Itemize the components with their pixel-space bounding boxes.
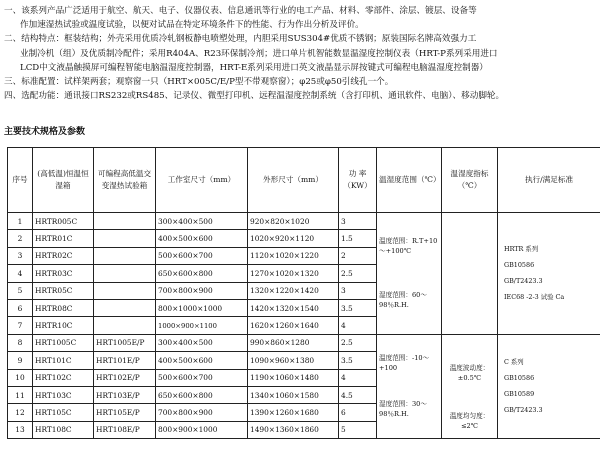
cell-power: 4.5 [339, 386, 377, 403]
header-inner-size: 工作室尺寸（mm） [156, 148, 248, 213]
cell-no: 8 [8, 334, 33, 351]
cell-power: 2 [339, 247, 377, 264]
cell-inner: 700×800×900 [156, 404, 248, 421]
cell-model-b: HRT105E/P [94, 404, 156, 421]
cell-inner: 400×500×600 [156, 352, 248, 369]
cell-no: 3 [8, 247, 33, 264]
section-title: 主要技术规格及参数 [4, 127, 86, 137]
cell-power: 3 [339, 282, 377, 299]
cell-outer: 1120×1020×1220 [248, 247, 339, 264]
cell-outer: 1270×1020×1320 [248, 265, 339, 282]
cell-inner: 300×400×500 [156, 213, 248, 230]
cell-model-a: HRT102C [33, 369, 94, 386]
standard-item: GB10586 [504, 374, 535, 383]
range-group-1-hum: 湿度范围：60～98％R.H. [379, 291, 427, 310]
header-power: 功 率（KW） [339, 148, 377, 213]
cell-inner: 650×600×800 [156, 386, 248, 403]
standard-item: HRTR 系列 [504, 245, 539, 254]
cell-outer: 1390×1260×1680 [248, 404, 339, 421]
index-group-2 [442, 334, 498, 438]
cell-inner: 800×1000×1000 [156, 299, 248, 316]
cell-model-b [94, 299, 156, 316]
index-group-1 [442, 213, 498, 335]
cell-power: 5 [339, 421, 377, 438]
cell-power: 2.5 [339, 334, 377, 351]
cell-no: 10 [8, 369, 33, 386]
cell-power: 3 [339, 213, 377, 230]
cell-power: 2.5 [339, 265, 377, 282]
header-model-b: 可编程高低温交变湿热试验箱 [94, 148, 156, 213]
standard-item: GB/T2423.3 [504, 277, 543, 286]
header-outer-size: 外形尺寸（mm） [248, 148, 339, 213]
intro-line-6: 三、标准配置：试样架两套；观察窗一只（HRT×005C/E/P型不带观察窗）；φ25或φ50引线孔一个。 [4, 77, 394, 88]
cell-outer: 1340×1060×1580 [248, 386, 339, 403]
cell-model-a: HRTR02C [33, 247, 94, 264]
cell-model-a: HRTR03C [33, 265, 94, 282]
header-model-a: (高低温)恒温恒湿箱 [33, 148, 94, 213]
header-temp-index: 温湿度指标（℃） [442, 148, 498, 213]
cell-no: 2 [8, 230, 33, 247]
cell-model-b: HRT108E/P [94, 421, 156, 438]
intro-line-2: 作加速湿热试验或温度试验，以便对试品在特定环境条件下的性能、行为作出分析及评价。 [20, 20, 364, 31]
cell-model-b [94, 213, 156, 230]
cell-model-a: HRT105C [33, 404, 94, 421]
range-group-1 [377, 213, 442, 335]
intro-line-5: LCD中文液晶触摸屏可编程智能电脑温湿度控制器，HRT-E系列采用进口英文液晶显示屏按键式可编程电脑温湿度控制器） [20, 62, 488, 73]
header-row [8, 148, 600, 213]
cell-outer: 1420×1320×1540 [248, 299, 339, 316]
cell-inner: 800×900×1000 [156, 421, 248, 438]
standard-item: IEC68 -2-3 试验 Ca [504, 293, 565, 302]
cell-model-a: HRT103C [33, 386, 94, 403]
cell-inner: 500×600×700 [156, 369, 248, 386]
cell-outer: 1490×1360×1860 [248, 421, 339, 438]
cell-model-a: HRTR005C [33, 213, 94, 230]
cell-model-b [94, 282, 156, 299]
cell-no: 13 [8, 421, 33, 438]
cell-model-b: HRT101E/P [94, 352, 156, 369]
cell-inner: 650×600×800 [156, 265, 248, 282]
spec-table [7, 147, 600, 439]
standard-item: C 系列 [504, 358, 524, 367]
cell-power: 6 [339, 404, 377, 421]
cell-power: 3.5 [339, 352, 377, 369]
cell-inner: 400×500×600 [156, 230, 248, 247]
cell-model-a: HRT101C [33, 352, 94, 369]
cell-outer: 1320×1220×1420 [248, 282, 339, 299]
cell-model-b [94, 317, 156, 334]
cell-model-a: HRT108C [33, 421, 94, 438]
cell-no: 11 [8, 386, 33, 403]
cell-power: 3.5 [339, 299, 377, 316]
cell-model-b [94, 265, 156, 282]
range-group-2-temp: 温度范围：-10～+100 [379, 354, 430, 373]
cell-outer: 1620×1260×1640 [248, 317, 339, 334]
cell-outer: 1020×920×1120 [248, 230, 339, 247]
cell-model-b: HRT1005E/P [94, 334, 156, 351]
cell-model-b: HRT103E/P [94, 386, 156, 403]
header-temp-range: 温湿度范围（℃） [377, 148, 442, 213]
cell-outer: 920×820×1020 [248, 213, 339, 230]
intro-line-7: 四、选配功能：通讯接口RS232或RS485、记录仪、微型打印机、远程温湿度控制系统（含打印机、通讯软件、电脑）、移动脚轮。 [4, 91, 505, 102]
cell-power: 4 [339, 369, 377, 386]
intro-line-4: 业制冷机（组）及优质制冷配件；采用R404A、R23环保制冷剂；进口单片机智能数显温湿度控制仪表（HRT-P系列采用进口 [20, 48, 498, 59]
header-standard: 执行/满足标准 [498, 148, 600, 213]
cell-inner: 300×400×500 [156, 334, 248, 351]
cell-no: 5 [8, 282, 33, 299]
table-row [8, 213, 600, 230]
index-fluctuation: 温度波动度：±0.5℃ [449, 364, 490, 383]
cell-no: 6 [8, 299, 33, 316]
cell-model-a: HRTR10C [33, 317, 94, 334]
cell-power: 1.5 [339, 230, 377, 247]
cell-no: 4 [8, 265, 33, 282]
standard-group-1 [498, 213, 600, 335]
table-row [8, 334, 600, 351]
intro-line-1: 一、该系列产品广泛适用于航空、航天、电子、仪器仪表、信息通讯等行业的电工产品、材料、零部件、涂层、镀层、设备等 [4, 6, 477, 16]
intro-text [4, 4, 596, 103]
cell-outer: 1190×1060×1480 [248, 369, 339, 386]
range-group-2 [377, 334, 442, 438]
cell-inner: 500×600×700 [156, 247, 248, 264]
cell-power: 4 [339, 317, 377, 334]
cell-model-a: HRTR08C [33, 299, 94, 316]
cell-no: 7 [8, 317, 33, 334]
header-seq: 序号 [8, 148, 33, 213]
cell-no: 1 [8, 213, 33, 230]
standard-item: GB10589 [504, 390, 535, 399]
cell-model-a: HRTR05C [33, 282, 94, 299]
cell-model-a: HRTR01C [33, 230, 94, 247]
cell-model-b [94, 230, 156, 247]
standard-group-2 [498, 334, 600, 438]
cell-inner: 700×800×900 [156, 282, 248, 299]
cell-outer: 990×860×1280 [248, 334, 339, 351]
index-uniformity: 温度均匀度：≤2℃ [449, 412, 490, 431]
cell-model-b: HRT102E/P [94, 369, 156, 386]
range-group-1-temp: 温度范围：R.T+10～+100℃ [379, 237, 438, 256]
cell-outer: 1090×960×1380 [248, 352, 339, 369]
standard-item: GB/T2423.3 [504, 406, 543, 415]
cell-no: 12 [8, 404, 33, 421]
cell-inner: 1000×900×1100 [156, 317, 248, 334]
range-group-2-hum: 湿度范围：30～98％R.H. [379, 400, 427, 419]
cell-model-a: HRT1005C [33, 334, 94, 351]
cell-no: 9 [8, 352, 33, 369]
standard-item: GB10586 [504, 261, 535, 270]
cell-model-b [94, 247, 156, 264]
intro-line-3: 二、结构特点：框装结构；外壳采用优质冷轧钢板静电喷塑处理，内胆采用SUS304#优质不锈钢；原装国际名牌高效强力工 [4, 34, 477, 45]
